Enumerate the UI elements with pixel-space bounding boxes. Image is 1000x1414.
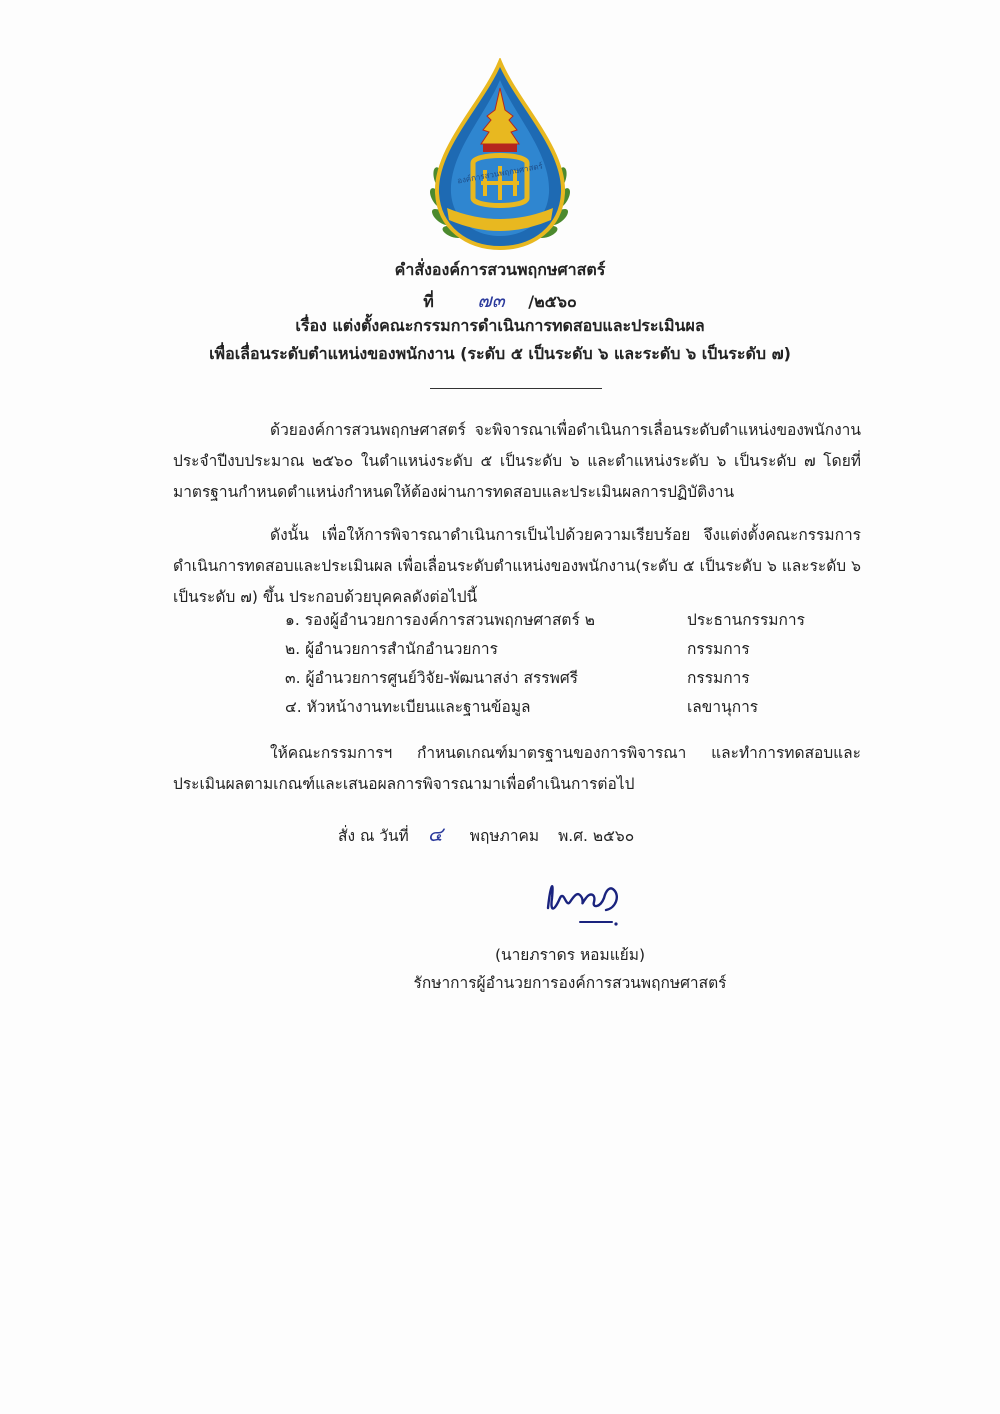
signer-position: รักษาการผู้อำนวยการองค์การสวนพฤกษศาสตร์ xyxy=(413,974,727,992)
date-day-handwritten: ๔ xyxy=(427,822,443,846)
order-title: คำสั่งองค์การสวนพฤกษศาสตร์ xyxy=(394,260,606,279)
committee-member xyxy=(285,635,805,664)
member-role: ประธานกรรมการ xyxy=(687,611,805,629)
subject-line-2: เพื่อเลื่อนระดับตำแหน่งของพนักงาน (ระดับ ๕ เป็นระดับ ๖ และระดับ ๖ เป็นระดับ ๗) xyxy=(209,344,791,363)
member-role: เลขานุการ xyxy=(687,698,759,716)
organization-logo xyxy=(425,58,575,253)
committee-member xyxy=(285,606,805,635)
date-prefix: สั่ง ณ วันที่ xyxy=(338,827,409,845)
member-name: ๒. ผู้อำนวยการสำนักอำนวยการ xyxy=(285,640,498,658)
header-divider xyxy=(430,388,602,389)
paragraph-intro: ด้วยองค์การสวนพฤกษศาสตร์ จะพิจารณาเพื่อดำเนินการเลื่อนระดับตำแหน่งของพนักงานประจำปีงบประมาณ ๒๕๖๐ ในตำแหน่งระดับ ๕ เป็นระดับ ๖ และตำแหน่งระดับ ๖ เป็นระดับ ๗ โดยที่มาตรฐานกำหนดตำแหน่งกำหนดให้ต้องผ่านการทดสอบและประเมินผลการปฏิบัติงาน xyxy=(173,421,861,501)
subject-line-1: เรื่อง แต่งตั้งคณะกรรมการดำเนินการทดสอบและประเมินผล xyxy=(295,316,705,335)
order-number-handwritten: ๗๓ xyxy=(477,290,505,312)
date-year: ๒๕๖๐ xyxy=(592,827,635,845)
handwritten-signature xyxy=(540,868,630,930)
paragraph-instructions: ให้คณะกรรมการฯ กำหนดเกณฑ์มาตรฐานของการพิจารณา และทำการทดสอบและประเมินผลตามเกณฑ์และเสนอผลการพิจารณามาเพื่อดำเนินการต่อไป xyxy=(173,744,861,793)
committee-member xyxy=(285,693,805,722)
logo-caption: องค์การสวนพฤกษศาสตร์ xyxy=(456,161,544,186)
committee-member xyxy=(285,664,805,693)
date-era: พ.ศ. xyxy=(558,827,588,845)
member-role: กรรมการ xyxy=(687,669,750,687)
member-name: ๔. หัวหน้างานทะเบียนและฐานข้อมูล xyxy=(285,698,531,716)
order-number-label: ที่ xyxy=(423,292,434,311)
date-month: พฤษภาคม xyxy=(469,827,540,845)
committee-member-list xyxy=(285,606,805,722)
member-name: ๓. ผู้อำนวยการศูนย์วิจัย-พัฒนาสง่า สรรพศรี xyxy=(285,669,578,687)
signer-name: (นายภราดร หอมแย้ม) xyxy=(494,946,646,964)
order-number-line xyxy=(0,286,1000,316)
order-date-line xyxy=(338,818,634,850)
order-number-year: /๒๕๖๐ xyxy=(528,292,577,311)
paragraph-appointment: ดังนั้น เพื่อให้การพิจารณาดำเนินการเป็นไปด้วยความเรียบร้อย จึงแต่งตั้งคณะกรรมการดำเนินการทดสอบและประเมินผล เพื่อเลื่อนระดับตำแหน่งของพนักงาน(ระดับ ๕ เป็นระดับ ๖ และระดับ ๖ เป็นระดับ ๗) ขึ้น ประกอบด้วยบุคคลดังต่อไปนี้ xyxy=(173,526,861,606)
member-role: กรรมการ xyxy=(687,640,750,658)
member-name: ๑. รองผู้อำนวยการองค์การสวนพฤกษศาสตร์ ๒ xyxy=(285,611,595,629)
